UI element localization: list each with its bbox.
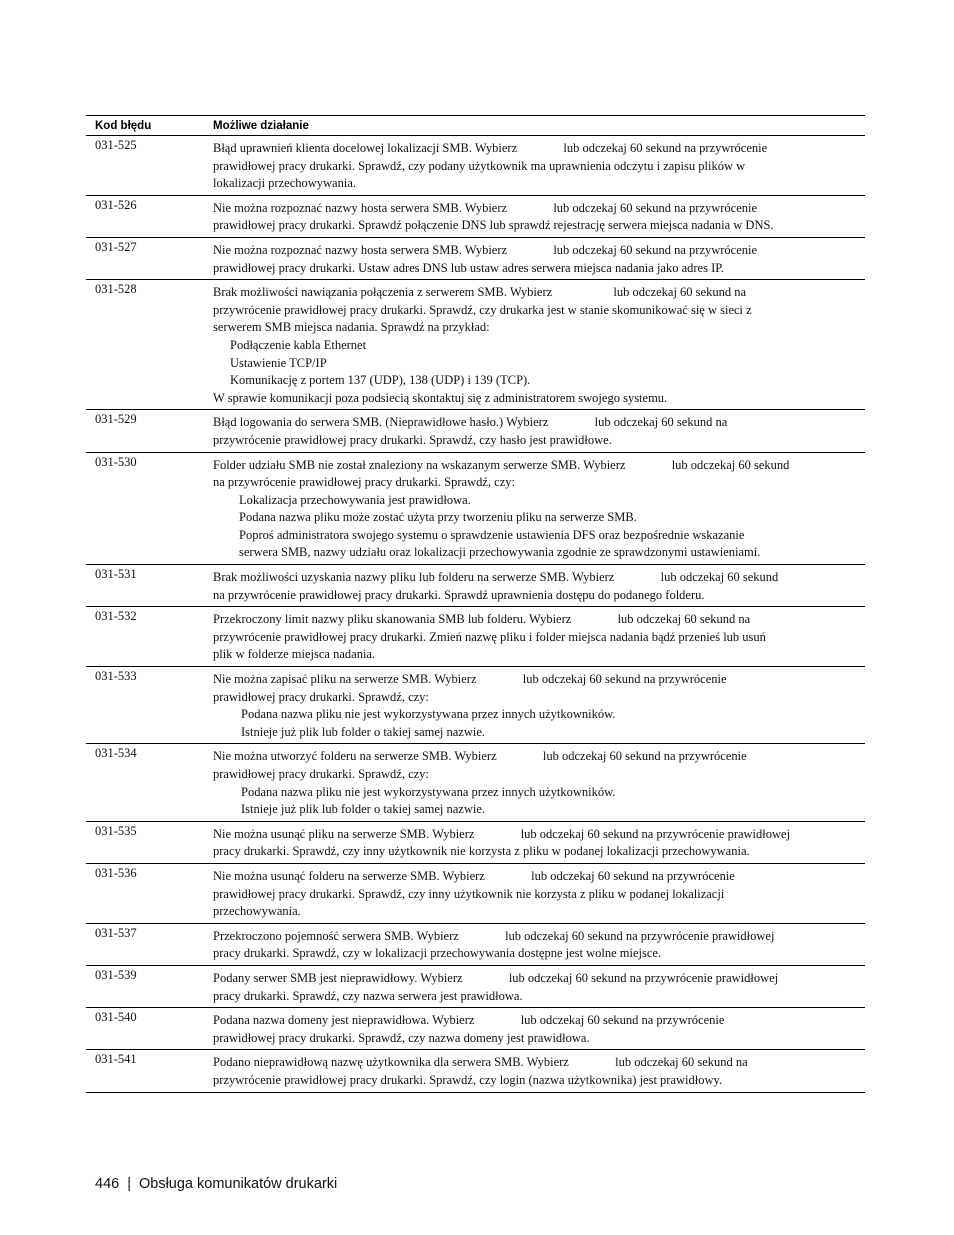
action-text-continued: lub odczekaj 60 sekund na przywrócenie (553, 200, 758, 215)
action-text-line (213, 748, 855, 766)
action-text: Podana nazwa pliku nie jest wykorzystywana przez innych użytkowników. (241, 784, 616, 799)
action-text-line (213, 158, 855, 176)
action-list-item (213, 372, 855, 390)
action-text: Podana nazwa pliku może zostać użyta przy tworzeniu pliku na serwerze SMB. (239, 510, 637, 525)
action-text-line (213, 474, 855, 492)
header-error-code: Kod błędu (86, 116, 204, 136)
action-cell (204, 863, 865, 923)
action-text: Poproś administratora swojego systemu o sprawdzenie ustawienia DFS oraz bezpośrednie wskazanie (239, 527, 745, 542)
action-text: Lokalizacja przechowywania jest prawidłowa. (239, 492, 471, 507)
table-row (86, 195, 865, 237)
action-text: prawidłowej pracy drukarki. Ustaw adres DNS lub ustaw adres serwera miejsca nadania jako adres IP. (213, 260, 724, 275)
action-text-continued: lub odczekaj 60 sekund na (617, 612, 751, 627)
action-cell (204, 195, 865, 237)
error-code-cell: 031-532 (86, 607, 204, 667)
action-text-line (213, 611, 855, 629)
action-text: Nie można usunąć folderu na serwerze SMB. Wybierz (213, 868, 485, 883)
action-text: serwera SMB, nazwy udziału oraz lokalizacji przechowywania zgodnie ze sprawdzonymi ustawieniami. (239, 545, 761, 560)
action-text-continued: lub odczekaj 60 sekund na przywrócenie (520, 1013, 725, 1028)
action-text-line (213, 217, 855, 235)
action-text-line (213, 1054, 855, 1072)
error-code-cell: 031-537 (86, 923, 204, 965)
action-text-line (213, 587, 855, 605)
action-text: W sprawie komunikacji poza podsiecią skontaktuj się z administratorem swojego systemu. (213, 390, 668, 405)
table-body (86, 136, 865, 1093)
action-text: przechowywania. (213, 904, 301, 919)
action-text: Nie można rozpoznać nazwy hosta serwera SMB. Wybierz (213, 242, 508, 257)
table-row (86, 965, 865, 1007)
action-cell (204, 1050, 865, 1092)
action-list-item (213, 784, 855, 802)
action-list-item (213, 706, 855, 724)
action-text: na przywrócenie prawidłowej pracy drukarki. Sprawdź uprawnienia dostępu do podanego folderu. (213, 587, 705, 602)
action-text-continued: lub odczekaj 60 sekund na (594, 415, 728, 430)
action-text-line (213, 945, 855, 963)
action-text-line (213, 242, 855, 260)
action-text-continued: lub odczekaj 60 sekund na (613, 285, 747, 300)
action-text: Nie można usunąć pliku na serwerze SMB. Wybierz (213, 826, 475, 841)
table-row (86, 821, 865, 863)
action-text-line (213, 868, 855, 886)
action-text: Brak możliwości nawiązania połączenia z serwerem SMB. Wybierz (213, 285, 553, 300)
action-cell (204, 280, 865, 410)
action-text: Podana nazwa pliku nie jest wykorzystywana przez innych użytkowników. (241, 707, 616, 722)
header-possible-action: Możliwe działanie (204, 116, 865, 136)
error-code-cell: 031-540 (86, 1008, 204, 1050)
action-text-line (213, 766, 855, 784)
action-text-line (213, 319, 855, 337)
action-cell (204, 667, 865, 744)
table-row (86, 863, 865, 923)
action-text-line (213, 1030, 855, 1048)
table-row (86, 667, 865, 744)
action-cell (204, 923, 865, 965)
action-text-line (213, 689, 855, 707)
action-text: Nie można zapisać pliku na serwerze SMB. Wybierz (213, 672, 477, 687)
action-text: Podano nieprawidłową nazwę użytkownika dla serwera SMB. Wybierz (213, 1055, 569, 1070)
table-row (86, 1050, 865, 1092)
action-text: lokalizacji przechowywania. (213, 176, 356, 191)
error-code-cell: 031-525 (86, 136, 204, 196)
action-text-line (213, 175, 855, 193)
action-text: Istnieje już plik lub folder o takiej samej nazwie. (241, 802, 486, 817)
action-list-item (213, 801, 855, 819)
action-list-item (213, 527, 855, 545)
error-code-cell: 031-536 (86, 863, 204, 923)
action-cell (204, 565, 865, 607)
action-text-continued: lub odczekaj 60 sekund na (615, 1055, 748, 1070)
action-cell (204, 410, 865, 452)
action-text: Istnieje już plik lub folder o takiej samej nazwie. (241, 724, 486, 739)
action-text-line (213, 260, 855, 278)
error-code-cell: 031-535 (86, 821, 204, 863)
action-text-continued: lub odczekaj 60 sekund (660, 570, 779, 585)
action-text: Przekroczony limit nazwy pliku skanowania SMB lub folderu. Wybierz (213, 612, 572, 627)
action-text: pracy drukarki. Sprawdź, czy nazwa serwera jest prawidłowa. (213, 988, 523, 1003)
error-code-cell: 031-534 (86, 744, 204, 821)
action-list-item (213, 509, 855, 527)
action-text: prawidłowej pracy drukarki. Sprawdź połączenie DNS lub sprawdź rejestrację serwera miejsca nadania w DNS. (213, 218, 774, 233)
action-text: Komunikację z portem 137 (UDP), 138 (UDP) i 139 (TCP). (230, 373, 531, 388)
table-row (86, 744, 865, 821)
action-text-line (213, 284, 855, 302)
table-row (86, 565, 865, 607)
action-text-line (213, 200, 855, 218)
action-text-continued: lub odczekaj 60 sekund na przywrócenie (531, 868, 735, 883)
action-text-continued: lub odczekaj 60 sekund (671, 457, 790, 472)
action-cell (204, 965, 865, 1007)
action-text: przywrócenie prawidłowej pracy drukarki. Zmień nazwę pliku i folder miejsca nadania bądź przenieś lub usuń (213, 629, 766, 644)
action-text-line (213, 432, 855, 450)
action-text: prawidłowej pracy drukarki. Sprawdź, czy: (213, 767, 429, 781)
action-text: Podłączenie kabla Ethernet (230, 337, 367, 352)
action-list-item (213, 544, 855, 562)
action-text-line (213, 646, 855, 664)
action-text-line (213, 886, 855, 904)
action-text-line (213, 457, 855, 475)
error-code-table (86, 115, 865, 1093)
action-text: plik w folderze miejsca nadania. (213, 647, 376, 662)
footer-separator: | (127, 1176, 131, 1192)
table-row (86, 1008, 865, 1050)
action-text: prawidłowej pracy drukarki. Sprawdź, czy: (213, 689, 429, 704)
error-code-table-container (86, 115, 865, 1093)
action-text-line (213, 843, 855, 861)
action-text-line (213, 988, 855, 1006)
table-header-row (86, 116, 865, 136)
action-list-item (213, 337, 855, 355)
action-text-line (213, 629, 855, 647)
action-text: serwerem SMB miejsca nadania. Sprawdź na przykład: (213, 320, 490, 335)
action-text: Błąd logowania do serwera SMB. (Nieprawidłowe hasło.) Wybierz (213, 415, 549, 430)
action-list-item (213, 355, 855, 373)
action-text-line (213, 970, 855, 988)
action-text-continued: lub odczekaj 60 sekund na przywrócenie prawidłowej (508, 970, 779, 985)
action-text-line (213, 826, 855, 844)
section-title: Obsługa komunikatów drukarki (138, 1176, 338, 1192)
action-cell (204, 607, 865, 667)
action-text: pracy drukarki. Sprawdź, czy w lokalizacji przechowywania dostępne jest wolne miejsce. (213, 946, 662, 961)
error-code-cell: 031-528 (86, 280, 204, 410)
action-text: Przekroczono pojemność serwera SMB. Wybierz (213, 928, 459, 943)
error-code-cell: 031-530 (86, 452, 204, 565)
action-cell (204, 136, 865, 196)
action-text: Brak możliwości uzyskania nazwy pliku lub folderu na serwerze SMB. Wybierz (213, 570, 615, 585)
action-cell (204, 821, 865, 863)
table-row (86, 280, 865, 410)
action-text: Błąd uprawnień klienta docelowej lokalizacji SMB. Wybierz (213, 141, 518, 155)
action-text-continued: lub odczekaj 60 sekund na przywrócenie (563, 141, 768, 155)
action-text: prawidłowej pracy drukarki. Sprawdź, czy podany użytkownik ma uprawnienia odczytu i zapisu plików w (213, 158, 746, 173)
page-footer (95, 1176, 337, 1192)
action-text-line (213, 903, 855, 921)
error-code-cell: 031-533 (86, 667, 204, 744)
action-text: Nie można utworzyć folderu na serwerze SMB. Wybierz (213, 749, 497, 764)
table-row (86, 452, 865, 565)
action-list-item (213, 724, 855, 742)
action-text: przywrócenie prawidłowej pracy drukarki. Sprawdź, czy hasło jest prawidłowe. (213, 432, 612, 447)
action-text: przywrócenie prawidłowej pracy drukarki. Sprawdź, czy drukarka jest w stanie skomunikować się w sieci z (213, 302, 752, 317)
action-text-line (213, 569, 855, 587)
action-text-line (213, 671, 855, 689)
action-text: Podany serwer SMB jest nieprawidłowy. Wybierz (213, 970, 463, 985)
action-text-line (213, 390, 855, 408)
error-code-cell: 031-531 (86, 565, 204, 607)
action-text-line (213, 302, 855, 320)
action-text-line (213, 1012, 855, 1030)
action-cell (204, 237, 865, 279)
table-row (86, 136, 865, 196)
page-number: 446 (95, 1176, 120, 1192)
action-text: Folder udziału SMB nie został znaleziony na wskazanym serwerze SMB. Wybierz (213, 457, 626, 472)
error-code-cell: 031-529 (86, 410, 204, 452)
action-text-continued: lub odczekaj 60 sekund na przywrócenie prawidłowej (520, 826, 791, 841)
action-text: pracy drukarki. Sprawdź, czy inny użytkownik nie korzysta z pliku w podanej lokalizacji przechowywania. (213, 844, 750, 859)
action-text-continued: lub odczekaj 60 sekund na przywrócenie prawidłowej (505, 928, 775, 943)
action-text: Ustawienie TCP/IP (230, 355, 327, 370)
table-row (86, 410, 865, 452)
action-text: przywrócenie prawidłowej pracy drukarki. Sprawdź, czy login (nazwa użytkownika) jest prawidłowy. (213, 1072, 723, 1087)
action-text: prawidłowej pracy drukarki. Sprawdź, czy inny użytkownik nie korzysta z pliku w podanej lokalizacji (213, 886, 725, 901)
action-text-continued: lub odczekaj 60 sekund na przywrócenie (542, 749, 747, 764)
action-text-line (213, 140, 855, 158)
table-row (86, 923, 865, 965)
action-text-continued: lub odczekaj 60 sekund na przywrócenie (522, 672, 727, 687)
action-text-line (213, 414, 855, 432)
action-text-line (213, 1072, 855, 1090)
action-text-continued: lub odczekaj 60 sekund na przywrócenie (553, 242, 758, 257)
error-code-cell: 031-541 (86, 1050, 204, 1092)
action-text: prawidłowej pracy drukarki. Sprawdź, czy nazwa domeny jest prawidłowa. (213, 1030, 590, 1045)
action-cell (204, 452, 865, 565)
action-text: Podana nazwa domeny jest nieprawidłowa. Wybierz (213, 1013, 475, 1028)
action-cell (204, 744, 865, 821)
error-code-cell: 031-526 (86, 195, 204, 237)
table-row (86, 607, 865, 667)
table-row (86, 237, 865, 279)
error-code-cell: 031-527 (86, 237, 204, 279)
action-text-line (213, 928, 855, 946)
action-text: Nie można rozpoznać nazwy hosta serwera SMB. Wybierz (213, 200, 508, 215)
error-code-cell: 031-539 (86, 965, 204, 1007)
action-cell (204, 1008, 865, 1050)
action-text: na przywrócenie prawidłowej pracy drukarki. Sprawdź, czy: (213, 475, 515, 490)
action-list-item (213, 492, 855, 510)
